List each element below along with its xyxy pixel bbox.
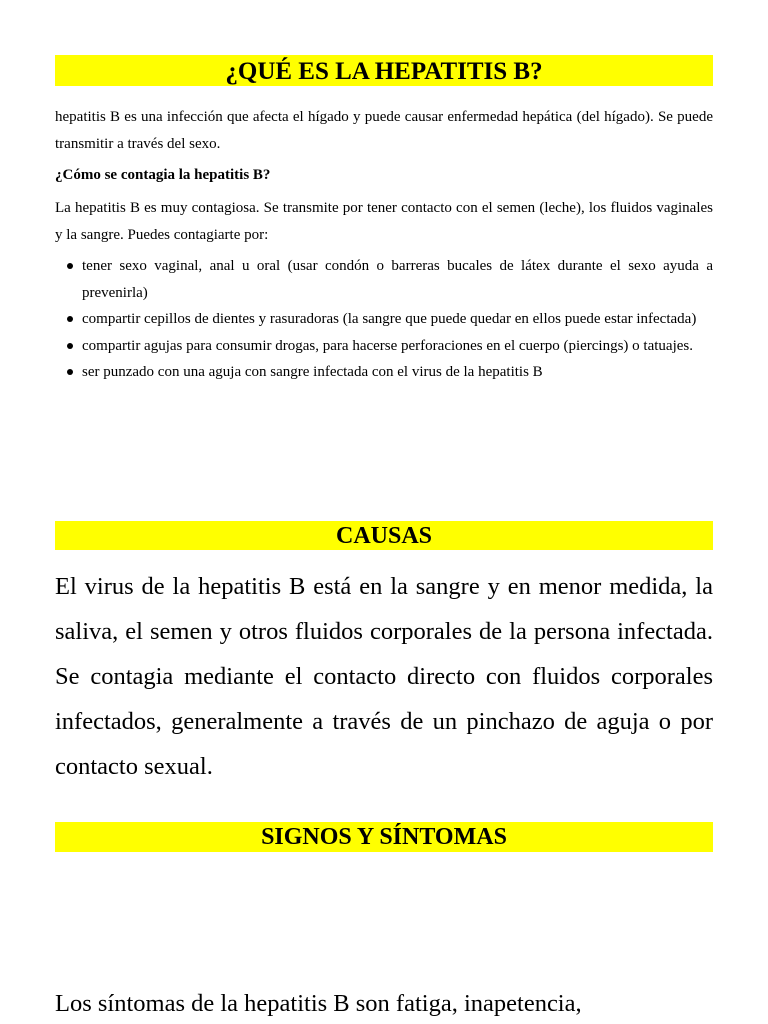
document-page <box>55 0 713 1024</box>
sintomas-paragraph: Los síntomas de la hepatitis B son fatiga, inapetencia, <box>55 990 582 1017</box>
list-item <box>55 253 713 306</box>
list-item-text: compartir agujas para consumir drogas, para hacerse perforaciones en el cuerpo (piercings) o tatuajes. <box>82 337 693 354</box>
contagion-list <box>55 253 713 386</box>
bullet-icon <box>67 343 73 349</box>
bullet-icon <box>67 316 73 322</box>
list-item <box>55 359 713 386</box>
causas-paragraph: El virus de la hepatitis B está en la sangre y en menor medida, la saliva, el semen y otros fluidos corporales de la persona infectada. Se contagia mediante el contacto directo con fluidos corporales infectados, generalmente a través de un pinchazo de aguja o por contacto sexual. <box>55 573 713 780</box>
main-title: ¿QUÉ ES LA HEPATITIS B? <box>55 55 713 86</box>
contagion-question: ¿Cómo se contagia la hepatitis B? <box>55 167 271 183</box>
list-item-text: ser punzado con una aguja con sangre infectada con el virus de la hepatitis B <box>82 364 543 380</box>
definition-paragraph: hepatitis B es una infección que afecta el hígado y puede causar enfermedad hepática (del hígado). Se puede transmitir a través del sexo. <box>55 109 713 152</box>
causas-heading: CAUSAS <box>55 521 713 550</box>
list-item <box>55 306 713 333</box>
signos-heading: SIGNOS Y SÍNTOMAS <box>55 822 713 852</box>
contagion-paragraph: La hepatitis B es muy contagiosa. Se transmite por tener contacto con el semen (leche), los fluidos vaginales y la sangre. Puedes contagiarte por: <box>55 200 713 243</box>
list-item <box>55 333 713 360</box>
bullet-icon <box>67 369 73 375</box>
bullet-icon <box>67 263 73 269</box>
list-item-text: compartir cepillos de dientes y rasuradoras (la sangre que puede quedar en ellos puede estar infectada) <box>82 311 697 327</box>
list-item-text: tener sexo vaginal, anal u oral (usar condón o barreras bucales de látex durante el sexo ayuda a prevenirla) <box>82 258 713 301</box>
